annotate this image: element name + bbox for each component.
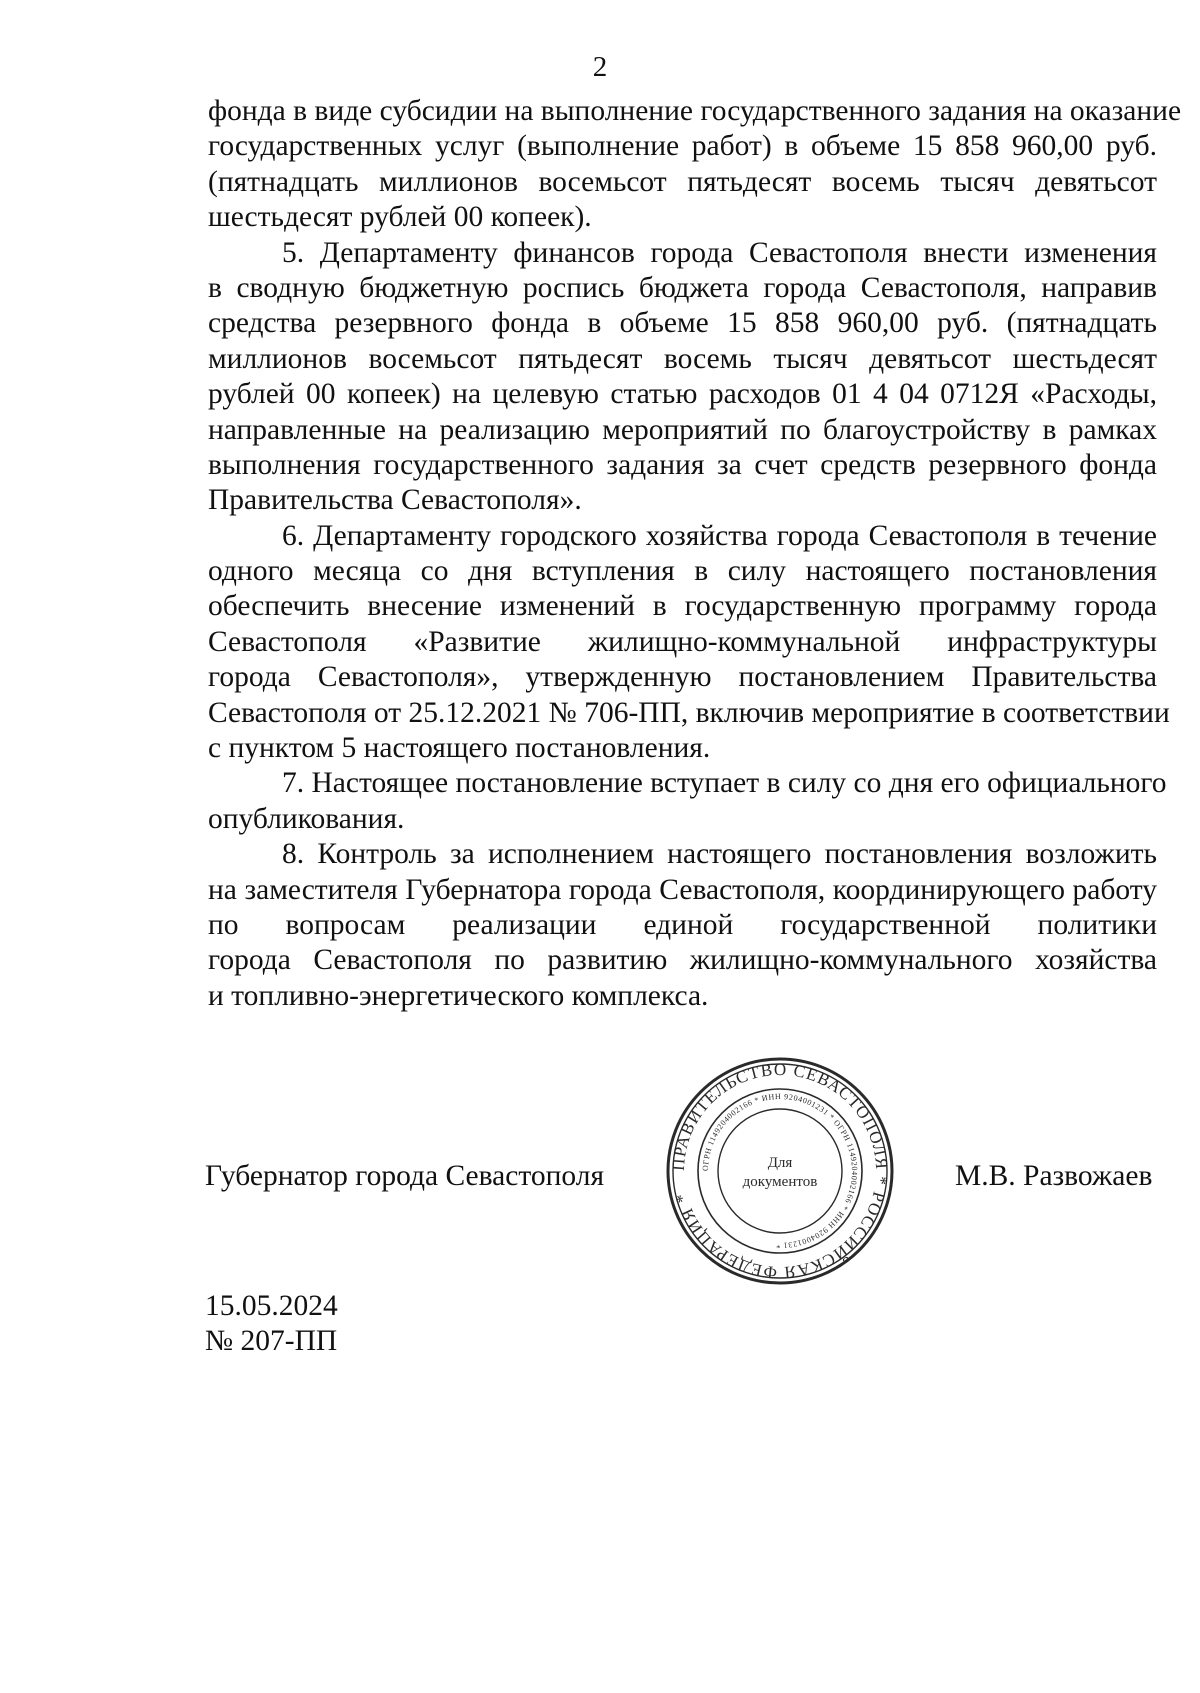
text-line: средства резервного фонда в объеме 15 858 960,00 руб. (пятнадцать — [208, 307, 1157, 340]
text-line: одного месяца со дня вступления в силу настоящего постановления — [208, 555, 1157, 588]
document-date: 15.05.2024 — [205, 1290, 338, 1322]
document-requisites — [205, 1289, 338, 1359]
text-line: шестьдесят рублей 00 копеек). — [208, 201, 592, 234]
text-line: государственных услуг (выполнение работ) в объеме 15 858 960,00 руб. — [208, 130, 1157, 163]
text-line: обеспечить внесение изменений в государственную программу города — [208, 590, 1157, 623]
text-line: города Севастополя», утвержденную постановлением Правительства — [208, 661, 1157, 694]
text-line: и топливно-энергетического комплекса. — [208, 979, 709, 1012]
text-line: направленные на реализацию мероприятий по благоустройству в рамках — [208, 413, 1157, 446]
signatory-name: М.В. Развожаев — [955, 1160, 1153, 1192]
text-line: города Севастополя по развитию жилищно-коммунального хозяйства — [208, 944, 1157, 977]
text-line: 7. Настоящее постановление вступает в силу со дня его официального — [282, 767, 1167, 800]
text-line: Севастополя от 25.12.2021 № 706-ПП, включив мероприятие в соответствии — [208, 696, 1170, 729]
text-line: опубликования. — [208, 802, 405, 835]
text-line: по вопросам реализации единой государственной политики — [208, 908, 1157, 941]
seal-outer-text: ПРАВИТЕЛЬСТВО СЕВАСТОПОЛЯ * РОССИЙСКАЯ ФЕДЕРАЦИЯ * — [668, 1059, 892, 1283]
official-seal — [664, 1055, 896, 1287]
text-line: на заместителя Губернатора города Севастополя, координирующего работу — [208, 873, 1157, 906]
text-line: фонда в виде субсидии на выполнение государственного задания на оказание — [208, 95, 1182, 127]
seal-inner-ring — [718, 1109, 842, 1233]
text-line: с пунктом 5 настоящего постановления. — [208, 732, 711, 765]
text-line: (пятнадцать миллионов восемьсот пятьдесят восемь тысяч девятьсот — [208, 165, 1157, 198]
text-line: в сводную бюджетную роспись бюджета города Севастополя, направив — [208, 271, 1157, 304]
text-line: рублей 00 копеек) на целевую статью расходов 01 4 04 0712Я «Расходы, — [208, 378, 1157, 411]
seal-inner-text: ОГРН 1149204002166 * ИНН 9204001231 * ОГРН 1149204002166 * ИНН 9204001231 * — [700, 1091, 860, 1251]
seal-ring-3 — [698, 1089, 862, 1253]
text-line: миллионов восемьсот пятьдесят восемь тысяч девятьсот шестьдесят — [208, 342, 1157, 375]
seal-center-line2: документов — [742, 1174, 818, 1190]
text-line: 6. Департаменту городского хозяйства города Севастополя в течение — [282, 519, 1157, 552]
text-line: Севастополя «Развитие жилищно-коммунальной инфраструктуры — [208, 625, 1157, 658]
document-body — [208, 94, 1182, 1014]
text-line: выполнения государственного задания за счет средств резервного фонда — [208, 448, 1157, 481]
text-line: 8. Контроль за исполнением настоящего постановления возложить — [282, 838, 1157, 871]
text-line: 5. Департаменту финансов города Севастополя внести изменения — [282, 236, 1157, 269]
signatory-position: Губернатор города Севастополя — [205, 1160, 605, 1192]
page-number: 2 — [592, 51, 608, 83]
text-line: Правительства Севастополя». — [208, 484, 582, 517]
seal-center-line1: Для — [767, 1155, 793, 1171]
document-number: № 207-ПП — [205, 1325, 338, 1357]
